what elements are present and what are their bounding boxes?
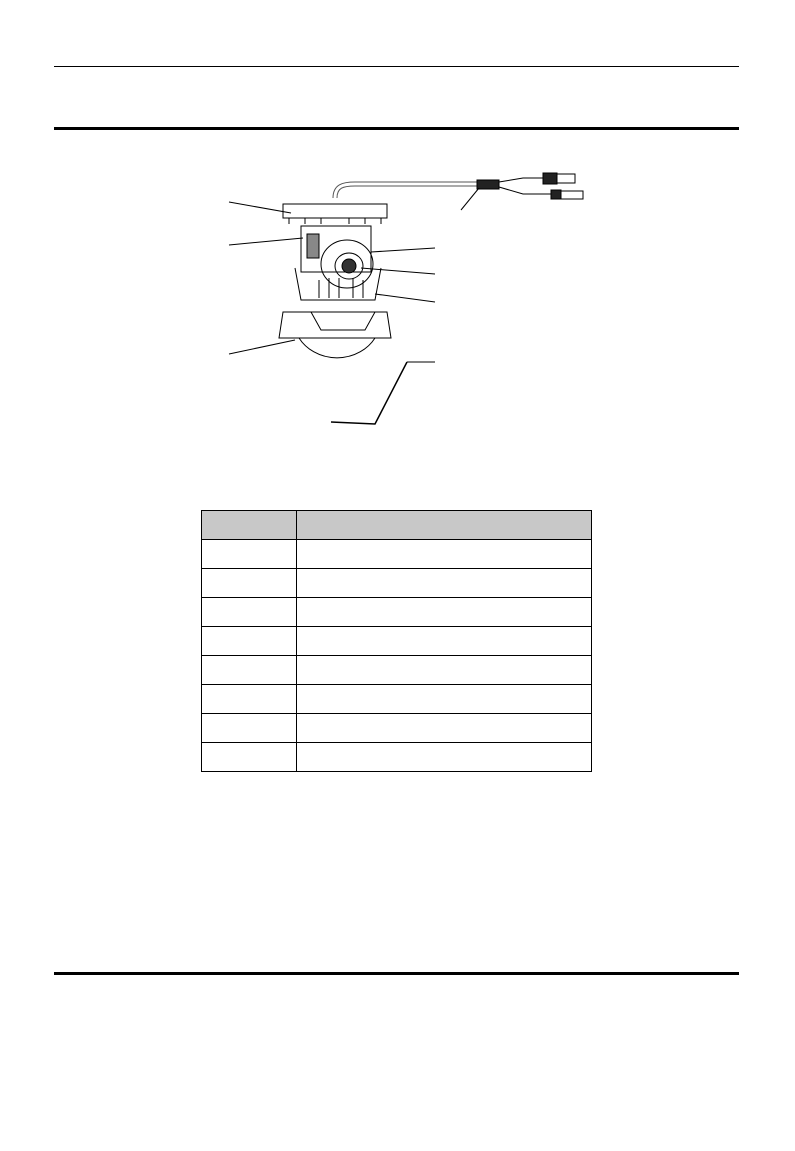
network-connector [543, 173, 557, 184]
section-rule-bottom [54, 972, 739, 975]
leader-6 [375, 294, 435, 302]
table-header-row [202, 511, 592, 540]
table-row [202, 569, 592, 598]
network-lead [499, 178, 543, 182]
base-plate [283, 204, 387, 218]
cable-junction [477, 180, 499, 189]
power-connector [551, 190, 561, 199]
table-cell [202, 656, 297, 685]
lens-glass [342, 259, 356, 273]
base-plate-pins [289, 218, 381, 224]
inner-liner [295, 268, 381, 300]
network-plug [557, 174, 575, 183]
table-header-no [202, 511, 297, 540]
parts-table [201, 510, 592, 772]
table-row [202, 540, 592, 569]
table-row [202, 598, 592, 627]
table-cell [202, 743, 297, 772]
camera-diagram-svg [225, 168, 605, 438]
power-lead [499, 187, 551, 194]
table-row [202, 743, 592, 772]
dome-bubble [299, 338, 375, 358]
table-cell [297, 743, 592, 772]
table-cell [297, 656, 592, 685]
cable [335, 184, 477, 198]
table-cell [202, 627, 297, 656]
table-header-description [297, 511, 592, 540]
wrench [331, 362, 407, 424]
table-cell [202, 569, 297, 598]
gimbal-screw [307, 234, 319, 258]
table-row [202, 714, 592, 743]
table-row [202, 656, 592, 685]
table-row [202, 627, 592, 656]
table-cell [297, 685, 592, 714]
table-cell [202, 540, 297, 569]
table-cell [297, 569, 592, 598]
leader-3 [229, 340, 295, 354]
table-cell [297, 540, 592, 569]
leader-7 [461, 188, 479, 210]
inner-liner-ribs [319, 278, 363, 298]
table-cell [297, 627, 592, 656]
header-rule [54, 66, 739, 67]
table-cell [202, 598, 297, 627]
section-rule-top [54, 127, 739, 130]
table-row [202, 685, 592, 714]
table-cell [297, 714, 592, 743]
table-cell [202, 714, 297, 743]
leader-2 [229, 238, 303, 245]
leader-1 [229, 202, 291, 213]
table-cell [202, 685, 297, 714]
dome-cover-ring [279, 312, 391, 338]
dome-cover-notch [311, 312, 375, 330]
camera-exploded-diagram [225, 168, 605, 438]
leader-4 [371, 248, 435, 252]
table-cell [297, 598, 592, 627]
power-plug [561, 191, 583, 199]
